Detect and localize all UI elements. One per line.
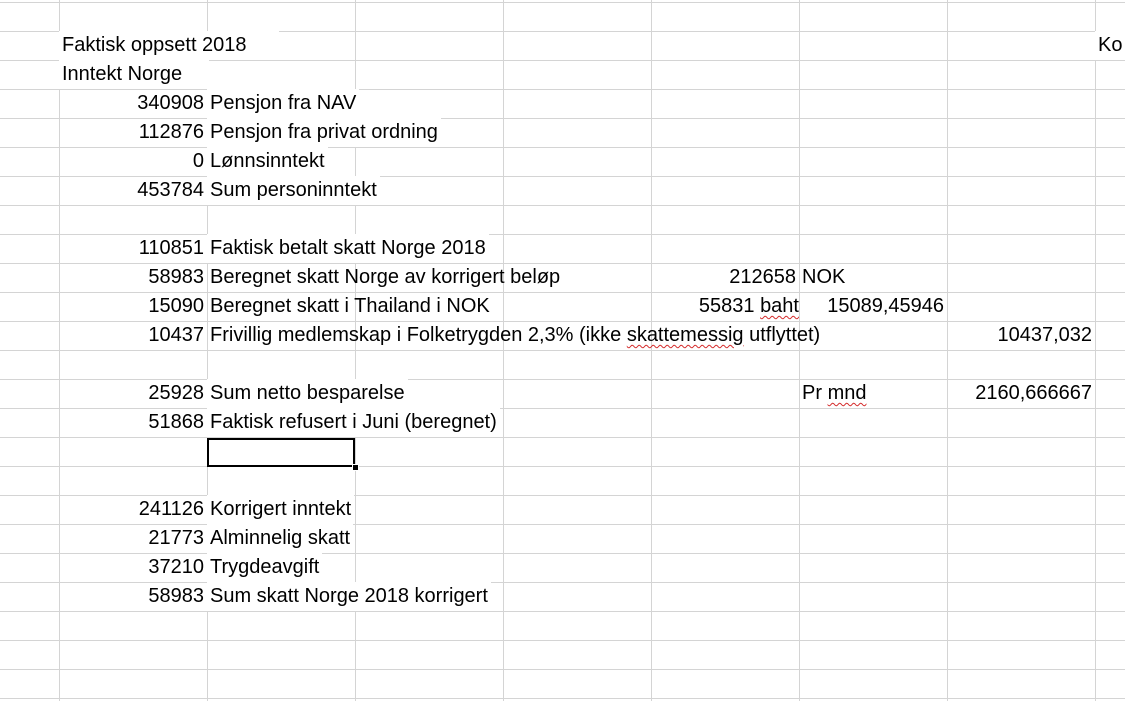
- cell-value[interactable]: 340908: [137, 92, 204, 114]
- label-text: Pr: [802, 382, 828, 404]
- spellcheck-flagged-word: baht: [760, 295, 799, 317]
- cell-value[interactable]: 21773: [148, 527, 204, 549]
- fill-handle[interactable]: [352, 464, 359, 471]
- gridline: [0, 205, 1125, 206]
- gridline: [0, 350, 1125, 351]
- amount-number: 55831: [698, 295, 755, 317]
- cell-label[interactable]: Beregnet skatt i Thailand i NOK: [210, 295, 490, 317]
- gridline: [0, 611, 1125, 612]
- gridline: [0, 466, 1125, 467]
- spellcheck-flagged-word: skattemessig: [626, 324, 744, 346]
- label-text: Frivillig medlemskap i Folketrygden 2,3% (ikke: [210, 324, 627, 346]
- cell-value[interactable]: 51868: [148, 411, 204, 433]
- gridline: [0, 2, 1125, 3]
- gridline: [0, 698, 1125, 699]
- cell-value[interactable]: 15090: [148, 295, 204, 317]
- gridline: [0, 437, 1125, 438]
- cell-label[interactable]: Sum netto besparelse: [207, 379, 408, 408]
- cell-label[interactable]: Sum personinntekt: [207, 176, 380, 205]
- cell-label[interactable]: Korrigert inntekt: [207, 495, 354, 524]
- cell-label[interactable]: Faktisk betalt skatt Norge 2018: [207, 234, 489, 263]
- cell-truncated-header[interactable]: Ko: [1095, 31, 1125, 60]
- cell-label[interactable]: Trygdeavgift: [207, 553, 322, 582]
- cell-label[interactable]: Faktisk refusert i Juni (beregnet): [207, 408, 500, 437]
- cell-converted-value[interactable]: 15089,45946: [827, 295, 944, 317]
- cell-label[interactable]: Sum skatt Norge 2018 korrigert: [207, 582, 491, 611]
- cell-value[interactable]: 0: [192, 150, 204, 172]
- cell-label[interactable]: Pensjon fra privat ordning: [207, 118, 441, 147]
- cell-label[interactable]: Lønnsinntekt: [207, 147, 328, 176]
- cell-exact-value[interactable]: 10437,032: [997, 324, 1092, 346]
- cell-value[interactable]: 37210: [148, 556, 204, 578]
- cell-title[interactable]: Faktisk oppsett 2018: [59, 31, 279, 60]
- active-cell-selection[interactable]: [207, 438, 355, 467]
- cell-value[interactable]: 110851: [138, 237, 204, 259]
- cell-label[interactable]: Pensjon fra NAV: [207, 89, 359, 118]
- cell-value[interactable]: 10437: [148, 324, 204, 346]
- cell-per-month-label[interactable]: [799, 379, 869, 408]
- cell-value[interactable]: 58983: [148, 266, 204, 288]
- cell-amount[interactable]: [651, 292, 799, 321]
- cell-label[interactable]: Beregnet skatt Norge av korrigert beløp: [210, 266, 561, 288]
- cell-monthly-value[interactable]: 2160,666667: [975, 382, 1092, 404]
- cell-value[interactable]: 241126: [138, 498, 204, 520]
- cell-value[interactable]: 58983: [148, 585, 204, 607]
- cell-value[interactable]: 453784: [137, 179, 204, 201]
- cell-amount[interactable]: 212658: [729, 266, 796, 288]
- cell-currency[interactable]: NOK: [802, 266, 846, 288]
- gridline: [0, 640, 1125, 641]
- label-text: utflyttet): [743, 324, 821, 346]
- cell-section-heading[interactable]: Inntekt Norge: [59, 60, 209, 89]
- gridline: [0, 669, 1125, 670]
- cell-value[interactable]: 112876: [138, 121, 204, 143]
- cell-label[interactable]: Alminnelig skatt: [207, 524, 353, 553]
- cell-value[interactable]: 25928: [148, 382, 204, 404]
- cell-label[interactable]: [207, 321, 823, 350]
- spellcheck-flagged-word: mnd: [827, 382, 867, 404]
